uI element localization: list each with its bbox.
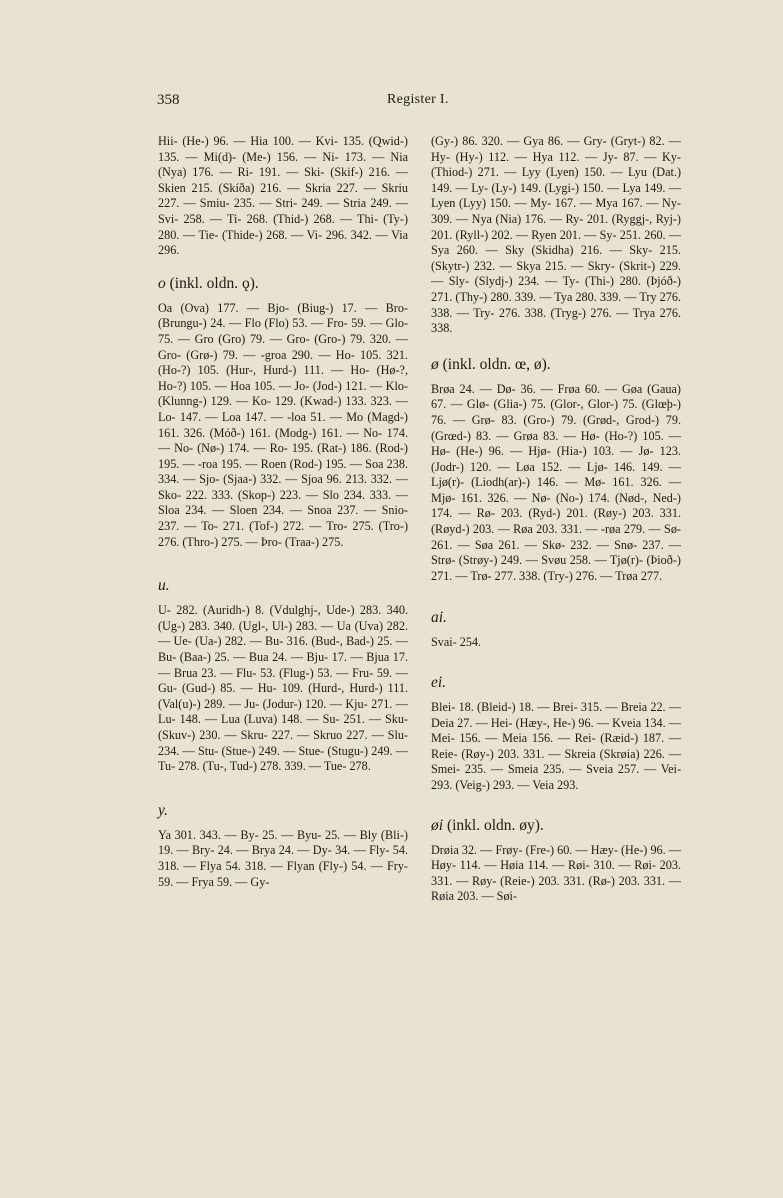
page-header bbox=[157, 92, 627, 112]
section-y bbox=[158, 801, 408, 890]
section-heading-letter: o bbox=[158, 274, 166, 292]
right-column bbox=[431, 134, 681, 905]
section-u bbox=[158, 576, 408, 775]
section-ei bbox=[431, 673, 681, 794]
section-oei bbox=[431, 816, 681, 905]
section-heading-note: (inkl. oldn. ǫ). bbox=[165, 274, 259, 292]
section-text: Ya 301. 343. — By- 25. — Byu- 25. — Bly (Bli-) 19. — Bry- 24. — Brya 24. — Dy- 34. — Fly- 54. 318. — Flya 54. 318. — Flyan (Fly-) 54. — Fry- 59. — Frya 59. — Gy- bbox=[158, 827, 408, 889]
section-heading bbox=[431, 355, 681, 374]
section-text: Blei- 18. (Bleid-) 18. — Brei- 315. — Breia 22. — Deia 27. — Hei- (Hæy-, He-) 96. — Kveia 134. — Mei- 156. — Meia 156. — Rei- (Ræid-) 187. — Reie- (Røy-) 203. 331. — Skreia (Skrøia) 226. — Smei- 235. — Smeia 235. — Sveia 257. — Vei- 293. (Veig-) 293. — Veia 293. bbox=[431, 700, 681, 792]
section-heading bbox=[431, 608, 681, 627]
left-column bbox=[158, 134, 408, 890]
section-heading bbox=[158, 801, 408, 820]
section-heading-letter: y. bbox=[158, 801, 168, 819]
section-y-continued bbox=[431, 134, 681, 337]
section-heading-letter: u. bbox=[158, 577, 170, 595]
section-text: Hii- (He-) 96. — Hia 100. — Kvi- 135. (Qwid-) 135. — Mi(d)- (Me-) 156. — Ni- 173. — Nia (Nya) 176. — Ri- 191. — Ski- (Skif-) 216. — Skien 215. (Skíða) 216. — Skria 227. — Skriu 227. — Smiu- 235. — Stri- 249. — Stria 249. — Svi- 258. — Ti- 268. (Thid-) 268. — Thi- (Ty-) 280. — Tie- (Thide-) 268. — Vi- 296. 342. — Via 296. bbox=[158, 134, 408, 258]
section-text: Svai- 254. bbox=[431, 635, 482, 650]
section-heading-letter: ei. bbox=[431, 674, 447, 692]
section-text: Drøia 32. — Frøy- (Fre-) 60. — Hæy- (He-) 96. — Høy- 114. — Høia 114. — Røi- 310. — Røi- 203. 331. — Røy- (Reie-) 203. 331. (Rø-) 203. 331. — Røia 203. — Søi- bbox=[431, 842, 681, 904]
section-heading-letter: øi bbox=[431, 816, 444, 834]
section-heading-letter: ø bbox=[431, 355, 439, 373]
section-i-continued bbox=[158, 134, 408, 259]
section-o bbox=[158, 274, 408, 551]
section-text: U- 282. (Auridh-) 8. (Vdulghj-, Ude-) 283. 340. (Ug-) 283. 340. (Ugl-, Ul-) 283. — Ua (Uva) 282. — Ue- (Ua-) 282. — Bu- 316. (Bud-, Bad-) 25. — Bu- (Baa-) 25. — Bua 24. — Bju- 17. — Bjua 17. — Brua 23. — Flu- 53. (Flug-) 53. — Fru- 59. — Gu- (Gud-) 85. — Hu- 109. (Hurd-, Hurd-) 111. (Val(u)-) 289. — Ju- (Jodur-) 120. — Kju- 271. — Lu- 148. — Lua (Luva) 148. — Su- 251. — Sku- (Skuv-) 230. — Skru- 227. — Skruo 227. — Slu- 234. — Stu- (Stue-) 249. — Stue- (Stugu-) 249. — Tu- 278. (Tu-, Tud-) 278. 339. — Tue- 278. bbox=[158, 603, 408, 774]
page-number: 358 bbox=[157, 92, 180, 108]
section-heading bbox=[431, 673, 681, 692]
running-title: Register I. bbox=[387, 92, 449, 107]
section-heading-letter: ai. bbox=[431, 609, 447, 627]
section-heading bbox=[158, 274, 408, 293]
section-text: Oa (Ova) 177. — Bjo- (Biug-) 17. — Bro- (Brungu-) 24. — Flo (Flo) 53. — Fro- 59. — Glo- 75. — Gro (Gro) 79. — Gro- (Gro-) 79. 320. — Gro- (Grø-) 79. — -groa 290. — Ho- 105. 321. (Ho-?) 105. (Hur-, Hurd-) 111. — Ho- (Hø-?, Ho-?) 105. — Hoa 105. — Jo- (Jod-) 121. — Klo- (Klunng-) 129. — Ko- 129. (Kwad-) 133. 323. — Lo- 147. — Loa 147. — -loa 51. — Mo (Magd-) 161. 326. (Móð-) 161. (Modg-) 161. — No- 174. — No- (Nø-) 174. — Ro- 195. (Rat-) 186. (Rod-) 195. — -roa 195. — Roen (Rod-) 195. — Soa 238. 334. — Sjo- (Sjaa-) 332. — Sjoa 96. 213. 332. — Sko- 222. 333. (Skop-) 223. — Slo 234. 333. — Sloa 234. — Sloen 234. — Snoa 237. — Snio- 237. — To- 271. (Tof-) 272. — Tro- 275. (Tro-) 276. (Thro-) 275. — Þro- (Traa-) 275. bbox=[158, 300, 408, 549]
section-text: Brøa 24. — Dø- 36. — Frøa 60. — Gøa (Gaua) 67. — Glø- (Glia-) 75. (Glor-, Glor-) 75. (Glœþ-) 76. — Grø- 83. (Gro-) 79. (Grød-, Grod-) 79. (Grœd-) 83. — Grøa 83. — Hø- (Ho-?) 105. — Hø- (He-) 96. — Hjø- (Hia-) 103. — Jø- 123. (Jodr-) 120. — Løa 152. — Ljø- 146. 149. — Ljø(r)- (Liodh(ar)-) 146. — Mø- 161. 326. — Mjø- 161. 326. — Nø- (No-) 174. (Nød-, Ned-) 174. — Rø- 203. (Ryd-) 201. (Røy-) 203. 331. (Røyd-) 203. — Røa 203. 331. — -røa 279. — Sø- 261. — Søa 261. — Skø- 232. — Snø- 237. — Strø- (Strøy-) 249. — Svøu 258. — Tjø(r)- (Þioð-) 271. — Trø- 277. 338. (Try-) 276. — Trøa 277. bbox=[431, 381, 681, 583]
section-ai bbox=[431, 608, 681, 651]
section-heading-note: (inkl. oldn. œ, ø). bbox=[438, 355, 551, 373]
section-oe bbox=[431, 355, 681, 585]
section-heading bbox=[158, 576, 408, 595]
section-heading-note: (inkl. oldn. øy). bbox=[443, 816, 544, 834]
section-text: (Gy-) 86. 320. — Gya 86. — Gry- (Gryt-) 82. — Hy- (Hy-) 112. — Hya 112. — Jy- 87. — Ky- (Thiod-) 271. — Lyy (Lyen) 150. — Lyu (Dat.) 149. — Ly- (Ly-) 149. (Lygi-) 150. — Lya 149. — Lyen (Lyy) 150. — My- 167. — Mya 167. — Ny- 309. — Nya (Nia) 176. — Ry- 201. (Ryggj-, Ryj-) 201. (Ryll-) 202. — Ryen 201. — Sy- 251. 260. — Sya 260. — Sky (Skidha) 216. — Sky- 215. (Skytr-) 232. — Skya 215. — Skry- (Skrit-) 229. — Sly- (Slydj-) 234. — Ty- (Thi-) 280. (Þjóð-) 271. (Thy-) 280. 339. — Tya 280. 339. — Try 276. 338. — Try- 276. 338. (Tryg-) 276. — Trya 276. 338. bbox=[431, 134, 681, 336]
section-heading bbox=[431, 816, 681, 835]
